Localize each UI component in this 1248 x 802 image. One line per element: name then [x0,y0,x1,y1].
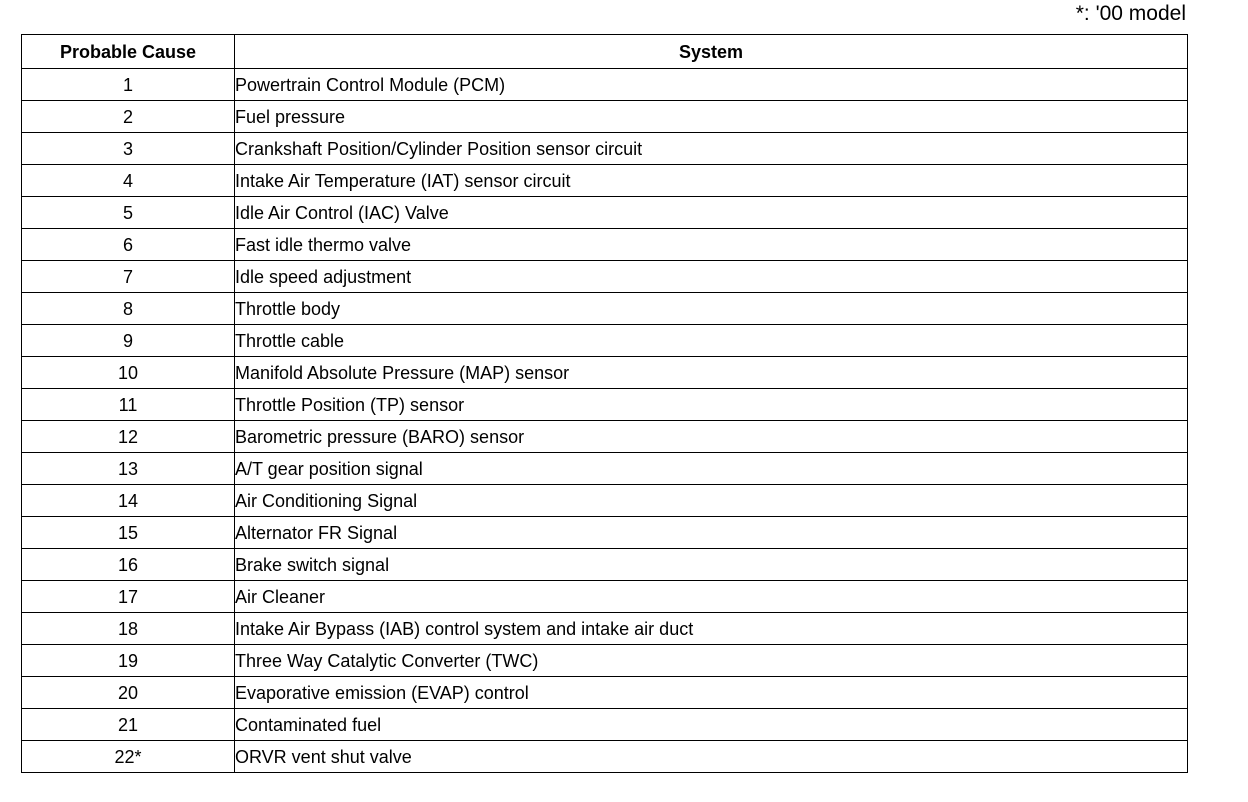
system-name: Idle speed adjustment [235,261,1188,293]
table-row [22,357,1188,389]
system-name: Intake Air Temperature (IAT) sensor circuit [235,165,1188,197]
system-name: ORVR vent shut valve [235,741,1188,773]
system-name: Contaminated fuel [235,709,1188,741]
table-row [22,325,1188,357]
system-name: Air Cleaner [235,581,1188,613]
system-name: Throttle body [235,293,1188,325]
header-probable-cause: Probable Cause [22,35,235,69]
table-row [22,741,1188,773]
system-name: Throttle Position (TP) sensor [235,389,1188,421]
cause-number: 17 [22,581,235,613]
cause-number: 16 [22,549,235,581]
cause-number: 6 [22,229,235,261]
cause-number: 22* [22,741,235,773]
system-name: Air Conditioning Signal [235,485,1188,517]
system-name: Brake switch signal [235,549,1188,581]
table-row [22,229,1188,261]
table-row [22,101,1188,133]
system-name: Crankshaft Position/Cylinder Position sensor circuit [235,133,1188,165]
probable-cause-table [21,34,1188,773]
cause-number: 3 [22,133,235,165]
table-row [22,581,1188,613]
table-row [22,69,1188,101]
cause-number: 15 [22,517,235,549]
cause-number: 12 [22,421,235,453]
cause-number: 11 [22,389,235,421]
cause-number: 9 [22,325,235,357]
cause-number: 20 [22,677,235,709]
cause-number: 18 [22,613,235,645]
system-name: Fast idle thermo valve [235,229,1188,261]
table-row [22,421,1188,453]
system-name: Evaporative emission (EVAP) control [235,677,1188,709]
table-row [22,677,1188,709]
system-name: Manifold Absolute Pressure (MAP) sensor [235,357,1188,389]
table-row [22,261,1188,293]
cause-number: 7 [22,261,235,293]
table-row [22,453,1188,485]
system-name: Barometric pressure (BARO) sensor [235,421,1188,453]
cause-number: 1 [22,69,235,101]
cause-number: 5 [22,197,235,229]
cause-number: 21 [22,709,235,741]
cause-number: 2 [22,101,235,133]
system-name: Fuel pressure [235,101,1188,133]
table-row [22,133,1188,165]
table-row [22,645,1188,677]
table-row [22,165,1188,197]
cause-number: 4 [22,165,235,197]
system-name: Intake Air Bypass (IAB) control system and intake air duct [235,613,1188,645]
table-row [22,293,1188,325]
system-name: Powertrain Control Module (PCM) [235,69,1188,101]
cause-number: 13 [22,453,235,485]
system-name: Three Way Catalytic Converter (TWC) [235,645,1188,677]
table-header-row [22,35,1188,69]
cause-number: 8 [22,293,235,325]
table-row [22,709,1188,741]
header-system: System [235,35,1188,69]
table-row [22,389,1188,421]
table-row [22,549,1188,581]
table-body [22,69,1188,773]
table-row [22,517,1188,549]
system-name: A/T gear position signal [235,453,1188,485]
cause-number: 14 [22,485,235,517]
system-name: Idle Air Control (IAC) Valve [235,197,1188,229]
model-footnote: *: '00 model [1075,2,1186,25]
table-row [22,485,1188,517]
cause-number: 10 [22,357,235,389]
system-name: Alternator FR Signal [235,517,1188,549]
table-row [22,197,1188,229]
system-name: Throttle cable [235,325,1188,357]
table-row [22,613,1188,645]
cause-number: 19 [22,645,235,677]
